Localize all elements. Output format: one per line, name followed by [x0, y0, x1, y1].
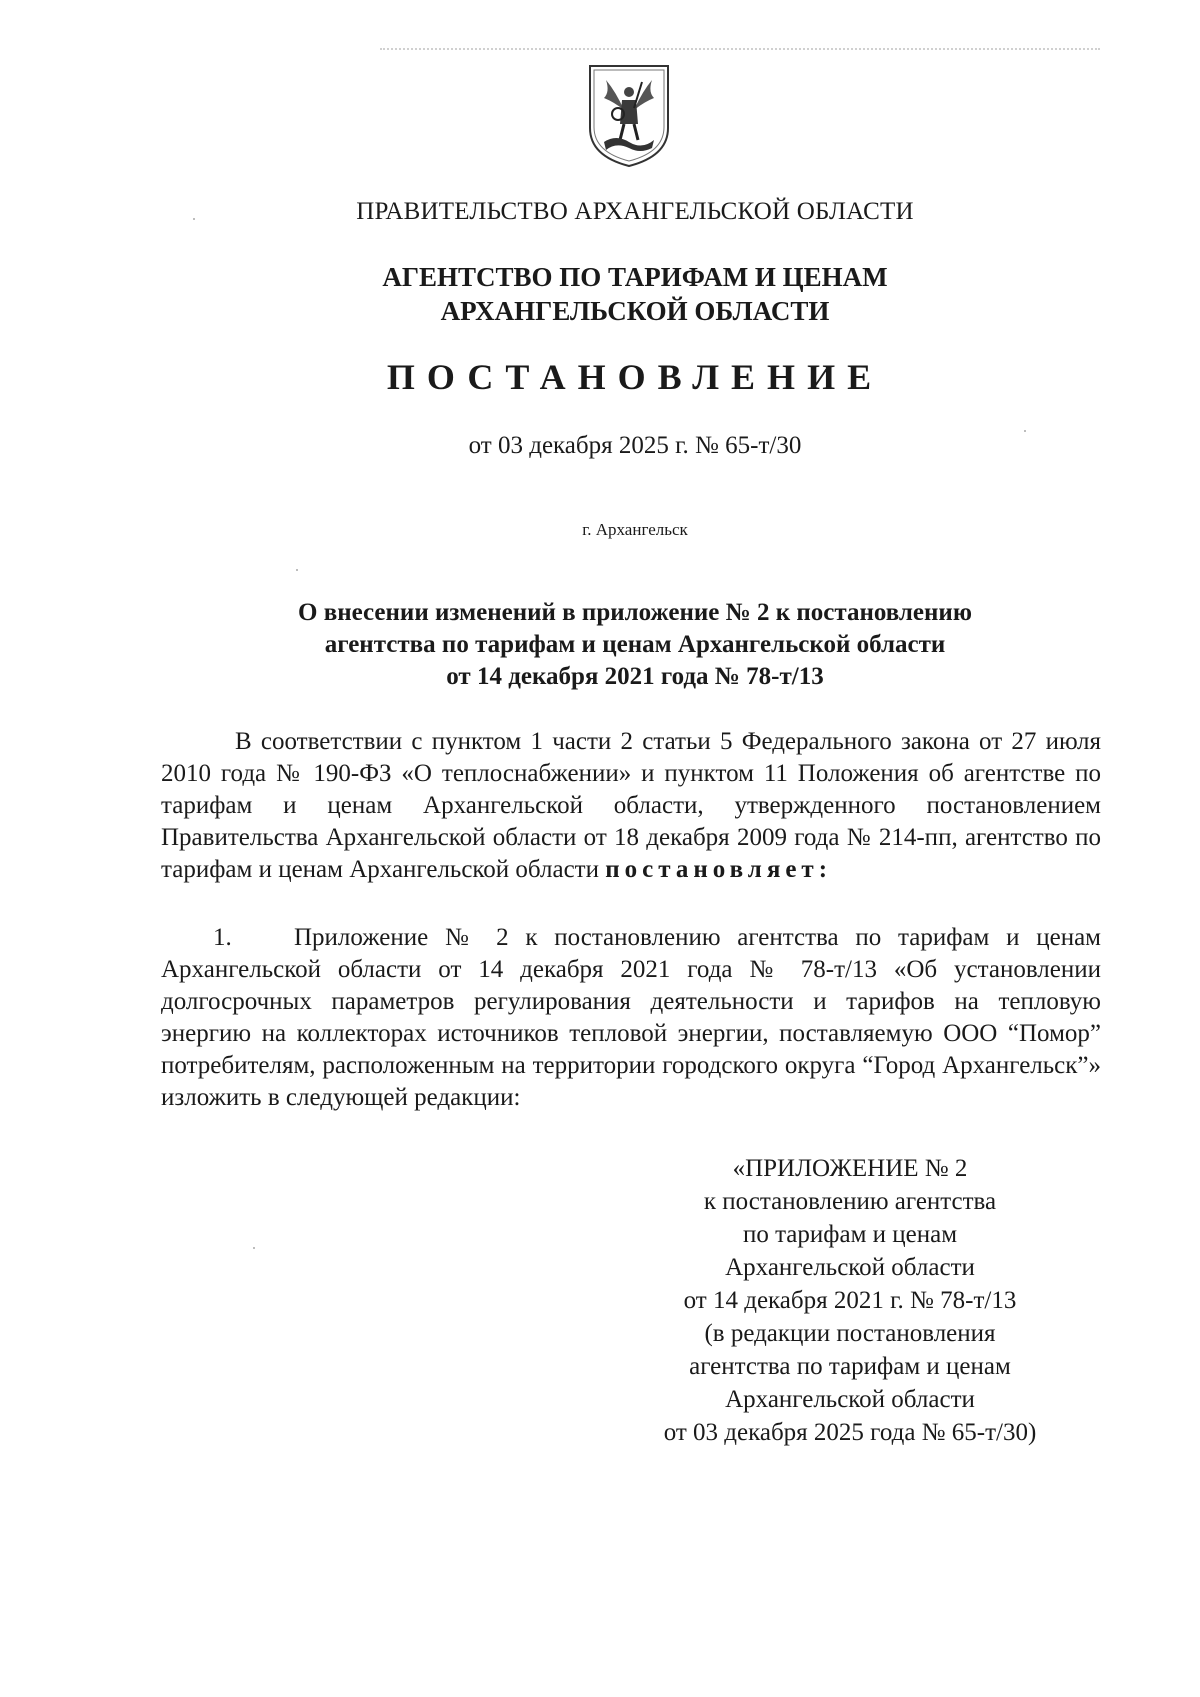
agency-name-line2: АРХАНГЕЛЬСКОЙ ОБЛАСТИ: [440, 296, 830, 326]
appendix-line: Архангельской области: [725, 1386, 975, 1413]
appendix-line: по тарифам и ценам: [742, 1221, 958, 1248]
document-city: г. Архангельск: [582, 520, 688, 539]
scan-speck: [193, 218, 195, 220]
government-name: ПРАВИТЕЛЬСТВО АРХАНГЕЛЬСКОЙ ОБЛАСТИ: [356, 198, 914, 225]
coat-of-arms-emblem: [586, 62, 672, 170]
scan-artifact-line: [380, 48, 1100, 50]
scan-speck: [296, 569, 298, 571]
appendix-line: «ПРИЛОЖЕНИЕ № 2: [732, 1155, 968, 1182]
appendix-line: от 14 декабря 2021 г. № 78-т/13: [683, 1287, 1017, 1314]
preamble-text: В соответствии с пунктом 1 части 2 статьи 5 Федерального закона от 27 июля 2010 года № 190-ФЗ «О теплоснабжении» и пунктом 11 Положения об агентстве по тарифам и ценам Архангельской области, утвержденного постановлением Правительства Архангельской области от 18 декабря 2009 года № 214-пп, агентство по тарифам и ценам Архангельской области: [161, 728, 1101, 883]
appendix-line: агентства по тарифам и ценам: [689, 1353, 1011, 1380]
document-type-title: ПОСТАНОВЛЕНИЕ: [386, 357, 884, 397]
scan-speck: [253, 1247, 255, 1249]
scan-speck: [1024, 430, 1026, 432]
appendix-line: к постановлению агентства: [703, 1188, 997, 1215]
appendix-line: (в редакции постановления: [704, 1320, 996, 1347]
appendix-line: от 03 декабря 2025 года № 65-т/30): [663, 1419, 1037, 1446]
item-1-paragraph: [161, 922, 1101, 1114]
subject-line1: О внесении изменений в приложение № 2 к постановлению: [298, 599, 972, 626]
resolves-colon: :: [818, 856, 833, 883]
subject-line2: агентства по тарифам и ценам Архангельской области: [324, 631, 946, 658]
preamble-paragraph: [161, 726, 1101, 886]
appendix-header: [640, 1152, 1060, 1449]
item-number: 1.: [213, 924, 232, 951]
item-1-text: Приложение № 2 к постановлению агентства по тарифам и ценам Архангельской области от 14 декабря 2021 года № 78-т/13 «Об установлении долгосрочных параметров регулирования деятельности и тарифов на тепловую энергию на коллекторах источников тепловой энергии, поставляемую ООО “Помор” потребителям, расположенным на территории городского округа “Город Архангельск”» изложить в следующей редакции:: [161, 924, 1101, 1111]
subject-line3: от 14 декабря 2021 года № 78-т/13: [446, 663, 824, 690]
document-date-number: от 03 декабря 2025 г. № 65-т/30: [468, 432, 802, 459]
agency-name-line1: АГЕНТСТВО ПО ТАРИФАМ И ЦЕНАМ: [382, 262, 888, 292]
resolves-word: постановляет: [605, 856, 819, 883]
agency-name: [0, 260, 1200, 328]
appendix-line: Архангельской области: [725, 1254, 975, 1281]
document-subject: [0, 597, 1200, 693]
